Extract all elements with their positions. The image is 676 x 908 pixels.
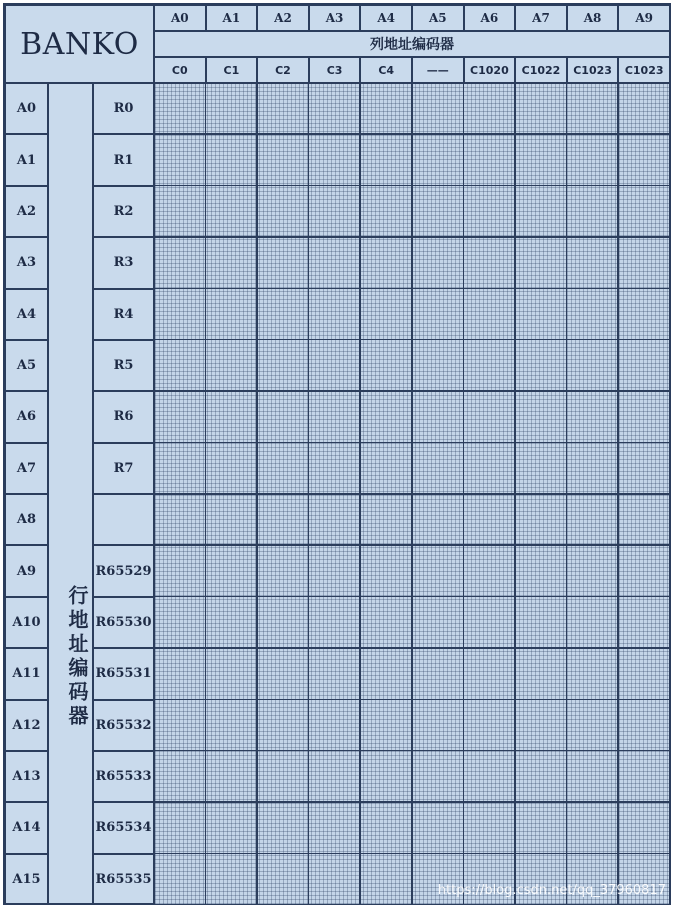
row-address-line: A2	[5, 186, 48, 237]
row-id: R65531	[93, 648, 154, 699]
row-divider	[154, 544, 670, 546]
row-address-line: A14	[5, 802, 48, 853]
column-address-line: A3	[309, 5, 361, 31]
row-divider	[154, 596, 670, 598]
column-id: C2	[257, 57, 309, 83]
row-divider	[154, 493, 670, 495]
row-divider	[154, 236, 670, 238]
row-divider	[154, 801, 670, 803]
column-id: C4	[360, 57, 412, 83]
column-address-line: A5	[412, 5, 464, 31]
watermark: https://blog.csdn.net/qq_37960817	[437, 883, 666, 898]
row-divider	[154, 699, 670, 701]
column-address-line: A4	[360, 5, 412, 31]
column-id: ——	[412, 57, 464, 83]
column-decoder-label: 列地址编码器	[154, 31, 670, 57]
column-id: C0	[154, 57, 206, 83]
row-address-line: A7	[5, 443, 48, 494]
row-address-line: A9	[5, 545, 48, 596]
row-divider	[154, 853, 670, 855]
column-id: C1	[206, 57, 258, 83]
row-id: R65532	[93, 700, 154, 751]
row-id: R65535	[93, 854, 154, 905]
row-address-line: A6	[5, 391, 48, 442]
row-id: R3	[93, 237, 154, 288]
row-address-line: A12	[5, 700, 48, 751]
row-address-line: A3	[5, 237, 48, 288]
row-address-line: A5	[5, 340, 48, 391]
column-id: C1020	[464, 57, 516, 83]
row-id: R6	[93, 391, 154, 442]
column-address-line: A8	[567, 5, 619, 31]
row-divider	[154, 288, 670, 290]
column-id: C3	[309, 57, 361, 83]
row-id: R4	[93, 289, 154, 340]
bank-title: BANKO	[5, 5, 154, 83]
row-address-line: A15	[5, 854, 48, 905]
row-id: R65530	[93, 597, 154, 648]
column-address-line: A0	[154, 5, 206, 31]
row-id: R65534	[93, 802, 154, 853]
row-id: R5	[93, 340, 154, 391]
row-id: R65529	[93, 545, 154, 596]
row-divider	[154, 185, 670, 187]
row-divider	[154, 390, 670, 392]
row-id: R2	[93, 186, 154, 237]
row-address-line: A0	[5, 83, 48, 134]
column-address-line: A7	[515, 5, 567, 31]
row-address-line: A13	[5, 751, 48, 802]
column-id: C1023	[567, 57, 619, 83]
column-address-line: A9	[618, 5, 670, 31]
row-id	[93, 494, 154, 545]
row-divider	[154, 133, 670, 135]
row-id: R1	[93, 134, 154, 185]
row-address-line: A1	[5, 134, 48, 185]
row-id: R65533	[93, 751, 154, 802]
row-address-line: A8	[5, 494, 48, 545]
row-divider	[154, 750, 670, 752]
row-id: R7	[93, 443, 154, 494]
column-id: C1022	[515, 57, 567, 83]
column-address-line: A6	[464, 5, 516, 31]
column-address-line: A2	[257, 5, 309, 31]
row-address-line: A4	[5, 289, 48, 340]
row-divider	[154, 339, 670, 341]
row-address-line: A10	[5, 597, 48, 648]
row-decoder-label: 行地址编码器	[48, 83, 93, 905]
row-id: R0	[93, 83, 154, 134]
column-id: C1023	[618, 57, 670, 83]
row-divider	[154, 647, 670, 649]
row-address-line: A11	[5, 648, 48, 699]
column-address-line: A1	[206, 5, 258, 31]
row-divider	[154, 442, 670, 444]
